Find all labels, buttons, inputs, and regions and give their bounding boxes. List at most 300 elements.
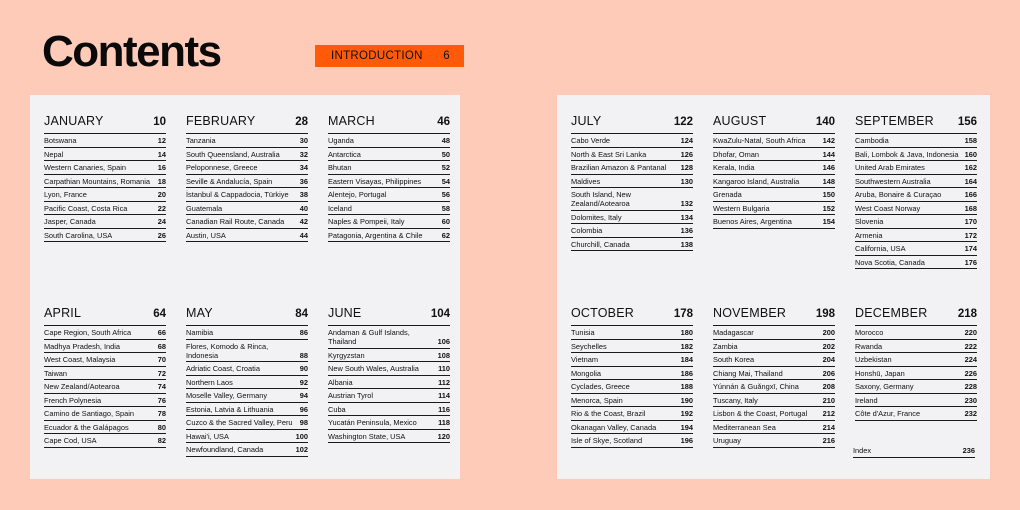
destination-entry[interactable]: [855, 228, 977, 242]
destination-page-number: 80: [157, 422, 166, 432]
destination-entry[interactable]: [186, 174, 308, 188]
destination-name: Patagonia, Argentina & Chile: [328, 230, 423, 240]
month-section-october: [571, 305, 693, 448]
destination-page-number: 118: [438, 418, 450, 427]
destination-page-number: 44: [299, 230, 308, 240]
destination-entry[interactable]: [713, 406, 835, 420]
destination-entry[interactable]: [186, 187, 308, 201]
destination-entry[interactable]: [328, 187, 450, 201]
destination-entry[interactable]: [713, 339, 835, 353]
destination-entry[interactable]: [328, 429, 450, 443]
destination-name: Isle of Skye, Scotland: [571, 436, 643, 445]
destination-entry[interactable]: [855, 325, 977, 339]
destination-entry[interactable]: [571, 420, 693, 434]
destination-name: South Island, New Zealand/Aotearoa: [571, 190, 631, 208]
destination-page-number: 86: [299, 328, 308, 337]
destination-entry[interactable]: [571, 210, 693, 224]
destination-name: İstanbul & Cappadocia, Türkiye: [186, 190, 289, 199]
destination-list: [44, 325, 166, 448]
month-page-number: 84: [295, 308, 308, 320]
destination-page-number: 34: [299, 163, 308, 172]
month-section-february: [186, 113, 308, 242]
destination-page-number: 190: [680, 395, 693, 405]
month-section-march: [328, 113, 450, 242]
destination-entry[interactable]: [855, 214, 977, 228]
destination-name: Uganda: [328, 136, 354, 145]
destination-name: French Polynesia: [44, 395, 102, 405]
destination-page-number: 186: [680, 368, 693, 378]
destination-page-number: 74: [157, 382, 166, 391]
destination-entry[interactable]: [186, 147, 308, 161]
destination-entry[interactable]: [44, 366, 166, 380]
destination-name: Western Canaries, Spain: [44, 163, 127, 172]
destination-page-number: 108: [437, 350, 450, 360]
destination-page-number: 176: [964, 257, 977, 267]
destination-name: Cape Cod, USA: [44, 436, 97, 445]
destination-name: Eastern Visayas, Philippines: [328, 176, 422, 186]
destination-entry[interactable]: [855, 379, 977, 393]
destination-page-number: 194: [680, 422, 693, 432]
destination-entry[interactable]: [44, 420, 166, 434]
destination-page-number: 20: [157, 190, 166, 199]
destination-entry[interactable]: [44, 339, 166, 353]
destination-list: [186, 325, 308, 457]
destination-entry[interactable]: [44, 228, 166, 242]
month-section-april: [44, 305, 166, 448]
destination-name: Bali, Lombok & Java, Indonesia: [855, 149, 959, 159]
introduction-page: 6: [443, 50, 450, 62]
destination-entry[interactable]: [328, 361, 450, 375]
destination-entry[interactable]: [713, 420, 835, 434]
destination-entry[interactable]: [855, 255, 977, 269]
destination-entry[interactable]: [186, 214, 308, 228]
month-heading[interactable]: [186, 305, 308, 322]
destination-page-number: 202: [822, 341, 835, 351]
destination-name: Rio & the Coast, Brazil: [571, 409, 646, 418]
destination-page-number: 232: [964, 409, 977, 418]
destination-page-number: 16: [157, 163, 166, 172]
month-page-number: 10: [153, 116, 166, 128]
contents-left-page: [30, 95, 460, 479]
destination-entry[interactable]: [186, 429, 308, 443]
destination-page-number: 36: [299, 176, 308, 186]
destination-page-number: 62: [441, 230, 450, 240]
destination-list: [571, 325, 693, 448]
destination-page-number: 126: [680, 149, 693, 159]
destination-entry[interactable]: [855, 393, 977, 407]
destination-name: Brazilian Amazon & Pantanal: [571, 163, 667, 172]
destination-name: Austin, USA: [186, 230, 226, 240]
destination-entry[interactable]: [713, 147, 835, 161]
destination-page-number: 224: [964, 355, 977, 364]
destination-name: Cuba: [328, 404, 346, 414]
destination-page-number: 24: [157, 217, 166, 226]
destination-page-number: 154: [822, 217, 835, 226]
destination-entry[interactable]: [328, 402, 450, 416]
destination-list: [571, 133, 693, 251]
month-page-number: 122: [673, 116, 693, 128]
destination-page-number: 222: [964, 341, 977, 351]
destination-entry[interactable]: [186, 415, 308, 429]
destination-entry[interactable]: [186, 361, 308, 375]
destination-entry[interactable]: [713, 352, 835, 366]
destination-name: Nepal: [44, 149, 64, 159]
destination-entry[interactable]: [44, 433, 166, 447]
destination-entry[interactable]: [44, 147, 166, 161]
destination-page-number: 146: [822, 163, 835, 172]
month-name: JULY: [571, 114, 602, 128]
month-name: OCTOBER: [571, 306, 634, 320]
destination-name: Menorca, Spain: [571, 395, 623, 405]
destination-entry[interactable]: [44, 174, 166, 188]
destination-page-number: 216: [822, 436, 835, 445]
destination-page-number: 168: [964, 203, 977, 213]
destination-entry[interactable]: [328, 325, 450, 348]
destination-name: Hawai'i, USA: [186, 431, 229, 441]
month-heading[interactable]: [44, 113, 166, 130]
destination-page-number: 208: [822, 382, 835, 391]
destination-page-number: 142: [822, 136, 835, 145]
month-heading[interactable]: [186, 113, 308, 130]
destination-entry[interactable]: [713, 214, 835, 228]
destination-page-number: 54: [441, 176, 450, 186]
destination-entry[interactable]: [713, 433, 835, 447]
destination-name: Zambia: [713, 341, 738, 351]
destination-entry[interactable]: [328, 147, 450, 161]
destination-entry[interactable]: [855, 366, 977, 380]
destination-page-number: 132: [680, 199, 693, 208]
destination-page-number: 60: [441, 217, 450, 226]
destination-name: New South Wales, Australia: [328, 364, 419, 373]
destination-page-number: 214: [822, 422, 835, 432]
destination-page-number: 162: [964, 163, 977, 172]
month-page-number: 64: [153, 308, 166, 320]
month-name: APRIL: [44, 306, 82, 320]
destination-page-number: 200: [822, 328, 835, 337]
destination-name: New Zealand/Aotearoa: [44, 382, 120, 391]
destination-page-number: 48: [441, 136, 450, 145]
month-page-number: 46: [437, 116, 450, 128]
destination-name: Taiwan: [44, 368, 68, 378]
month-page-number: 28: [295, 116, 308, 128]
destination-name: Canadian Rail Route, Canada: [186, 217, 285, 226]
destination-entry[interactable]: [328, 388, 450, 402]
destination-entry[interactable]: [44, 133, 166, 147]
destination-entry[interactable]: [713, 174, 835, 188]
destination-entry[interactable]: [44, 160, 166, 174]
destination-list: [855, 133, 977, 269]
destination-name: Newfoundland, Canada: [186, 445, 264, 454]
destination-name: Cyclades, Greece: [571, 382, 630, 391]
destination-entry[interactable]: [328, 228, 450, 242]
month-page-number: 218: [957, 308, 977, 320]
destination-entry[interactable]: [571, 406, 693, 420]
destination-entry[interactable]: [571, 433, 693, 447]
destination-page-number: 114: [438, 391, 450, 400]
month-name: JUNE: [328, 306, 362, 320]
destination-entry[interactable]: [713, 160, 835, 174]
destination-entry[interactable]: [44, 406, 166, 420]
destination-entry[interactable]: [713, 366, 835, 380]
destination-name: Naples & Pompeii, Italy: [328, 217, 405, 226]
destination-name: Namibia: [186, 328, 214, 337]
destination-name: Flores, Komodo & Rinca, Indonesia: [186, 341, 269, 360]
destination-name: Alentejo, Portugal: [328, 190, 387, 199]
destination-entry[interactable]: [44, 201, 166, 215]
destination-name: Guatemala: [186, 203, 223, 213]
month-page-number: 104: [430, 308, 450, 320]
destination-entry[interactable]: [571, 174, 693, 188]
month-page-number: 140: [815, 116, 835, 128]
destination-page-number: 170: [964, 217, 977, 226]
destination-page-number: 128: [680, 163, 693, 172]
destination-page-number: 144: [822, 149, 835, 159]
destination-page-number: 160: [964, 149, 977, 159]
destination-name: Uruguay: [713, 436, 741, 445]
destination-list: [713, 325, 835, 448]
destination-page-number: 30: [299, 136, 308, 145]
month-name: SEPTEMBER: [855, 114, 934, 128]
month-heading[interactable]: [571, 305, 693, 322]
destination-entry[interactable]: [44, 214, 166, 228]
destination-page-number: 70: [157, 355, 166, 364]
destination-entry[interactable]: [855, 241, 977, 255]
destination-name: Jasper, Canada: [44, 217, 96, 226]
destination-entry[interactable]: [713, 201, 835, 215]
destination-name: Colombia: [571, 226, 603, 235]
month-section-july: [571, 113, 693, 251]
destination-page-number: 32: [299, 149, 308, 159]
destination-page-number: 204: [822, 355, 835, 364]
destination-entry[interactable]: [186, 201, 308, 215]
destination-entry[interactable]: [328, 415, 450, 429]
destination-name: Mongolia: [571, 368, 601, 378]
destination-entry[interactable]: [186, 388, 308, 402]
destination-name: Cabo Verde: [571, 136, 611, 145]
destination-name: Seville & Andalucía, Spain: [186, 176, 273, 186]
destination-entry[interactable]: [186, 325, 308, 339]
destination-name: Lisbon & the Coast, Portugal: [713, 409, 808, 418]
destination-entry[interactable]: [328, 348, 450, 362]
destination-entry[interactable]: [186, 402, 308, 416]
destination-entry[interactable]: [186, 160, 308, 174]
destination-name: Tanzania: [186, 136, 216, 145]
destination-entry[interactable]: [44, 187, 166, 201]
destination-page-number: 136: [680, 226, 693, 235]
destination-page-number: 152: [822, 203, 835, 213]
destination-entry[interactable]: [855, 133, 977, 147]
destination-entry[interactable]: [713, 325, 835, 339]
destination-page-number: 26: [157, 230, 166, 240]
destination-page-number: 174: [964, 244, 977, 253]
destination-name: Tunisia: [571, 328, 595, 337]
destination-page-number: 212: [822, 409, 835, 418]
destination-page-number: 90: [299, 364, 308, 373]
destination-entry[interactable]: [713, 379, 835, 393]
destination-name: Bhutan: [328, 163, 352, 172]
destination-page-number: 130: [680, 176, 693, 186]
destination-name: Northern Laos: [186, 377, 233, 387]
destination-entry[interactable]: [328, 160, 450, 174]
destination-name: United Arab Emirates: [855, 163, 925, 172]
destination-page-number: 88: [299, 350, 308, 360]
destination-name: Kangaroo Island, Australia: [713, 176, 800, 186]
index-page: 236: [962, 446, 975, 455]
destination-list: [855, 325, 977, 421]
destination-entry[interactable]: [571, 237, 693, 251]
destination-page-number: 166: [964, 190, 977, 199]
destination-page-number: 134: [680, 212, 693, 222]
destination-page-number: 82: [157, 436, 166, 445]
month-heading[interactable]: [713, 305, 835, 322]
month-heading[interactable]: [328, 305, 450, 322]
destination-entry[interactable]: [186, 339, 308, 362]
month-page-number: 198: [815, 308, 835, 320]
destination-name: Kerala, India: [713, 163, 755, 172]
destination-entry[interactable]: [44, 379, 166, 393]
month-heading[interactable]: [328, 113, 450, 130]
destination-name: Buenos Aires, Argentina: [713, 217, 792, 226]
destination-entry[interactable]: [571, 352, 693, 366]
destination-entry[interactable]: [571, 393, 693, 407]
month-section-november: [713, 305, 835, 448]
destination-name: Slovenia: [855, 217, 884, 226]
destination-name: Honshū, Japan: [855, 368, 905, 378]
destination-entry[interactable]: [328, 133, 450, 147]
destination-name: Iceland: [328, 203, 352, 213]
destination-page-number: 100: [295, 431, 308, 441]
destination-entry[interactable]: [571, 160, 693, 174]
destination-name: Peloponnese, Greece: [186, 163, 258, 172]
destination-name: Seychelles: [571, 341, 607, 351]
introduction-link[interactable]: [315, 45, 464, 67]
destination-page-number: 120: [437, 431, 450, 441]
month-name: JANUARY: [44, 114, 104, 128]
month-heading[interactable]: [571, 113, 693, 130]
destination-name: Adriatic Coast, Croatia: [186, 364, 260, 373]
destination-name: Camino de Santiago, Spain: [44, 409, 134, 418]
month-heading[interactable]: [713, 113, 835, 130]
destination-page-number: 228: [964, 382, 977, 391]
destination-entry[interactable]: [855, 147, 977, 161]
destination-entry[interactable]: [571, 187, 693, 210]
destination-name: Yucatán Peninsula, Mexico: [328, 418, 417, 427]
destination-entry[interactable]: [713, 133, 835, 147]
destination-entry[interactable]: [328, 174, 450, 188]
destination-entry[interactable]: [713, 187, 835, 201]
destination-name: Yúnnán & Guǎngxī, China: [713, 382, 799, 391]
month-section-january: [44, 113, 166, 242]
month-heading[interactable]: [44, 305, 166, 322]
destination-page-number: 40: [299, 203, 308, 213]
month-heading[interactable]: [855, 305, 977, 322]
destination-name: KwaZulu-Natal, South Africa: [713, 136, 806, 145]
destination-name: Okanagan Valley, Canada: [571, 422, 657, 432]
destination-list: [328, 133, 450, 242]
destination-entry[interactable]: [855, 352, 977, 366]
destination-page-number: 188: [680, 382, 693, 391]
destination-entry[interactable]: [855, 201, 977, 215]
destination-entry[interactable]: [44, 352, 166, 366]
destination-name: Tuscany, Italy: [713, 395, 758, 405]
page-title: Contents: [42, 27, 221, 76]
destination-entry[interactable]: [571, 223, 693, 237]
destination-name: Andaman & Gulf Islands, Thailand: [328, 328, 410, 346]
destination-entry[interactable]: [44, 393, 166, 407]
destination-entry[interactable]: [571, 366, 693, 380]
destination-name: Mediterranean Sea: [713, 422, 776, 432]
destination-page-number: 38: [299, 190, 308, 199]
destination-page-number: 72: [157, 368, 166, 378]
destination-name: Austrian Tyrol: [328, 391, 374, 400]
destination-entry[interactable]: [713, 393, 835, 407]
destination-entry[interactable]: [571, 133, 693, 147]
destination-name: Côte d'Azur, France: [855, 409, 921, 418]
destination-name: Uzbekistan: [855, 355, 892, 364]
destination-name: Kyrgyzstan: [328, 350, 365, 360]
destination-name: Dolomites, Italy: [571, 212, 622, 222]
destination-page-number: 182: [680, 341, 693, 351]
destination-name: Rwanda: [855, 341, 883, 351]
destination-name: Churchill, Canada: [571, 239, 630, 249]
index-label: Index: [853, 446, 872, 455]
destination-page-number: 138: [680, 239, 693, 249]
month-name: NOVEMBER: [713, 306, 787, 320]
destination-name: Grenada: [713, 190, 742, 199]
destination-entry[interactable]: [571, 147, 693, 161]
destination-entry[interactable]: [571, 379, 693, 393]
month-page-number: 178: [673, 308, 693, 320]
destination-name: Cambodia: [855, 136, 889, 145]
destination-page-number: 206: [822, 368, 835, 378]
destination-entry[interactable]: [328, 375, 450, 389]
destination-entry[interactable]: [186, 375, 308, 389]
destination-name: Albania: [328, 377, 353, 387]
destination-entry[interactable]: [186, 442, 308, 456]
destination-entry[interactable]: [328, 201, 450, 215]
destination-name: Madagascar: [713, 328, 754, 337]
month-section-august: [713, 113, 835, 229]
destination-entry[interactable]: [855, 339, 977, 353]
destination-name: Morocco: [855, 328, 884, 337]
destination-entry[interactable]: [328, 214, 450, 228]
index-entry[interactable]: [853, 444, 975, 458]
destination-entry[interactable]: [571, 339, 693, 353]
destination-page-number: 42: [299, 217, 308, 226]
destination-entry[interactable]: [186, 228, 308, 242]
destination-page-number: 192: [680, 409, 693, 418]
destination-entry[interactable]: [855, 406, 977, 420]
destination-entry[interactable]: [855, 187, 977, 201]
destination-entry[interactable]: [855, 160, 977, 174]
destination-entry[interactable]: [855, 174, 977, 188]
destination-entry[interactable]: [571, 325, 693, 339]
destination-entry[interactable]: [44, 325, 166, 339]
destination-name: Aruba, Bonaire & Curaçao: [855, 190, 942, 199]
destination-page-number: 94: [299, 391, 308, 400]
month-name: FEBRUARY: [186, 114, 256, 128]
destination-entry[interactable]: [186, 133, 308, 147]
destination-name: Lyon, France: [44, 190, 87, 199]
destination-list: [186, 133, 308, 242]
destination-name: California, USA: [855, 244, 906, 253]
month-page-number: 156: [957, 116, 977, 128]
month-heading[interactable]: [855, 113, 977, 130]
month-name: MAY: [186, 306, 213, 320]
destination-list: [328, 325, 450, 443]
destination-page-number: 14: [157, 149, 166, 159]
destination-name: Pacific Coast, Costa Rica: [44, 203, 128, 213]
